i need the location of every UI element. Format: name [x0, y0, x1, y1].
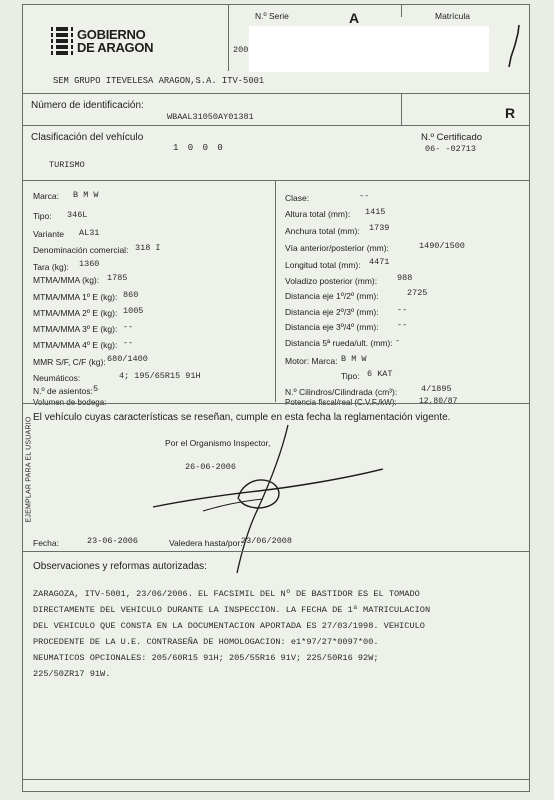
gobierno-logo	[51, 25, 201, 59]
station-name: SEM GRUPO ITEVELESA ARAGON,S.A. ITV-5001	[53, 76, 265, 86]
field-value: 860	[123, 290, 139, 300]
obs-line: 225/50ZR17 91W.	[33, 669, 111, 679]
field-label: MTMA/MMA 3º E (kg):	[33, 324, 118, 334]
matricula-label: Matrícula	[435, 11, 470, 21]
field-value: 6 KAT	[367, 369, 393, 379]
field-label: Distancia eje 2º/3º (mm):	[285, 307, 379, 317]
field-value: 346L	[67, 210, 88, 220]
field-label: Variante	[33, 229, 65, 239]
field-label: Longitud total (mm):	[285, 260, 361, 270]
field-label: Altura total (mm):	[285, 209, 351, 219]
field-label: Distancia eje 3º/4º (mm):	[285, 322, 379, 332]
inspector-date: 26-06-2006	[185, 462, 237, 472]
field-value: 2725	[407, 288, 428, 298]
field-label: N.º de asientos:	[33, 386, 93, 396]
nserie-label: N.º Serie	[255, 11, 289, 21]
valedera-label: Valedera hasta/por:	[169, 538, 243, 548]
field-value: B M W	[341, 354, 367, 364]
serie-letter: A	[349, 10, 360, 26]
field-label: Clase:	[285, 193, 310, 203]
obs-line: PROCEDENTE DE LA U.E. CONTRASEÑA DE HOMOLOGACION: e1*97/27*0097*00.	[33, 637, 379, 647]
fecha-value: 23-06-2006	[87, 536, 139, 546]
field-value: 5	[93, 384, 99, 394]
field-label: Denominación comercial:	[33, 245, 129, 255]
field-value: 4/1895	[421, 384, 452, 394]
field-value: 1785	[107, 273, 128, 283]
field-label: Tara (kg):	[33, 262, 69, 272]
field-label: MMR S/F, C/F (kg):	[33, 357, 106, 367]
field-label: MTMA/MMA (kg):	[33, 275, 100, 285]
field-value: 680/1400	[107, 354, 148, 364]
field-value: --	[123, 338, 134, 348]
field-label: Potencia fiscal/real (C.V.F./kW):	[285, 398, 397, 407]
field-label: Marca:	[33, 191, 59, 201]
cert-label: N.º Certificado	[421, 132, 483, 143]
field-label: MTMA/MMA 2º E (kg):	[33, 308, 118, 318]
serie-value: 200	[233, 45, 249, 55]
field-value: 4; 195/65R15 91H	[119, 371, 201, 381]
field-label: Anchura total (mm):	[285, 226, 360, 236]
clasif-code: 1 0 0 0	[173, 143, 225, 153]
field-label: Volumen de bodega:	[33, 398, 107, 407]
field-label: Tipo:	[341, 371, 360, 381]
cert-value: 06- -02713	[425, 144, 477, 154]
field-value: 318 I	[135, 243, 161, 253]
field-label: Vía anterior/posterior (mm):	[285, 243, 389, 253]
itv-card	[22, 4, 530, 792]
field-value: B M W	[73, 190, 99, 200]
field-value: AL31	[79, 228, 100, 238]
field-value: 1490/1500	[419, 241, 465, 251]
inspector-label: Por el Organismo Inspector,	[165, 438, 271, 448]
field-value: 988	[397, 273, 413, 283]
field-value: 1360	[79, 259, 100, 269]
clasif-type: TURISMO	[49, 160, 85, 170]
r-letter: R	[505, 105, 516, 121]
obs-line: ZARAGOZA, ITV-5001, 23/06/2006. EL FACSIMIL DEL Nº DE BASTIDOR ES EL TOMADO	[33, 589, 420, 599]
compliance-statement: El vehículo cuyas características se reseñan, cumple en esta fecha la reglamentación vigente.	[33, 412, 451, 423]
valedera-value: 23/06/2008	[241, 536, 293, 546]
aragon-logo-icon	[51, 27, 73, 55]
field-label: Voladizo posterior (mm):	[285, 276, 378, 286]
side-copy-label: EJEMPLAR PARA EL USUARIO	[25, 416, 33, 523]
field-label: Distancia eje 1º/2º (mm):	[285, 291, 379, 301]
field-label: Motor: Marca:	[285, 356, 338, 366]
obs-line: DEL VEHICULO QUE CONSTA EN LA DOCUMENTACION APORTADA ES 27/03/1998. VEHICULO	[33, 621, 425, 631]
field-label: N.º Cilindros/Cilindrada (cm³):	[285, 387, 398, 397]
fecha-label: Fecha:	[33, 538, 59, 548]
field-value: 1005	[123, 306, 144, 316]
field-value: --	[397, 320, 408, 330]
pen-stroke	[507, 23, 523, 69]
field-label: Tipo:	[33, 211, 52, 221]
field-value: 1739	[369, 223, 390, 233]
ident-label: Número de identificación:	[31, 100, 144, 111]
field-value: 4471	[369, 257, 390, 267]
field-label: Neumáticos:	[33, 373, 81, 383]
obs-line: NEUMATICOS OPCIONALES: 205/60R15 91H; 205/55R16 91V; 225/50R16 92W;	[33, 653, 379, 663]
field-value: --	[123, 322, 134, 332]
field-label: MTMA/MMA 1º E (kg):	[33, 292, 118, 302]
logo-line-1: GOBIERNO	[77, 27, 146, 42]
logo-line-2: DE ARAGON	[77, 40, 154, 55]
field-value: --	[359, 191, 370, 201]
field-label: Distancia 5ª rueda/ult. (mm):	[285, 338, 393, 348]
field-value: 12,80/87	[419, 397, 458, 406]
field-label: MTMA/MMA 4º E (kg):	[33, 340, 118, 350]
field-value: --	[397, 305, 408, 315]
obs-title: Observaciones y reformas autorizadas:	[33, 561, 207, 572]
field-value: -	[395, 336, 401, 346]
obs-line: DIRECTAMENTE DEL VEHICULO DURANTE LA INSPECCION. LA FECHA DE 1ª MATRICULACION	[33, 605, 431, 615]
redacted-serie	[249, 26, 489, 72]
clasif-label: Clasificación del vehículo	[31, 132, 144, 143]
field-value: 1415	[365, 207, 386, 217]
ident-value: WBAAL31050AY01381	[167, 112, 254, 122]
